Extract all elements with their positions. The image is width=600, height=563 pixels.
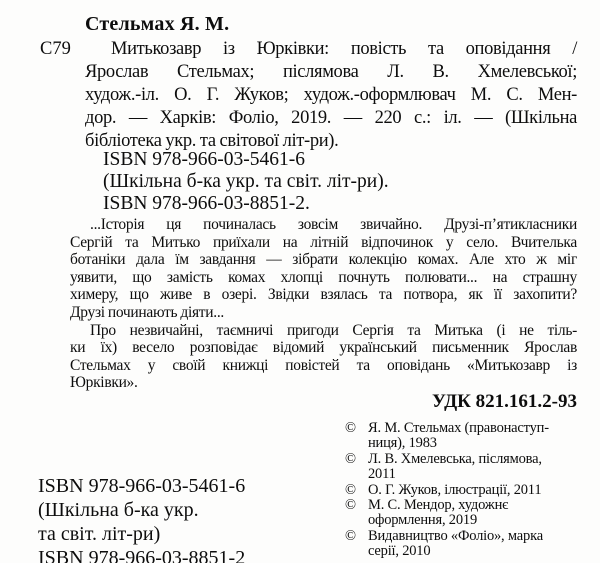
series-line: (Шкільна б-ка укр. — [38, 499, 199, 521]
annotation-line: уявити, що замість комах хлопці почнуть полювати... на страшну — [70, 268, 577, 286]
annotation-line: ботаніки дала їм завдання — зібрати колекцію комах. Але хто ж міг — [70, 251, 577, 269]
author-heading: Стельмах Я. М. — [85, 13, 230, 35]
annotation-line: Про незвичайні, таємничі пригоди Сергія та Митька (і не тіль- — [90, 321, 577, 339]
annotation-line: Сергій та Митько приїхали на літній відпочинок у село. Вчителька — [70, 233, 577, 251]
annotation-paragraph — [70, 216, 577, 322]
isbn-line: ISBN 978-966-03-5461-6 — [38, 475, 246, 497]
copyright-line — [345, 498, 580, 513]
copyright-icon: © — [345, 481, 356, 498]
copyright-item — [345, 421, 580, 452]
copyright-icon: © — [345, 527, 356, 544]
copyright-line: ниця), 1983 — [368, 435, 437, 452]
annotation-line: ...Історія ця починалась зовсім звичайно. Друзі-п’ятикласники — [90, 216, 577, 233]
copyright-text: Я. М. Стельмах (правонаступ- — [368, 420, 549, 436]
author-sign-label: С79 — [40, 39, 71, 59]
bibliographic-record — [40, 38, 577, 153]
isbn-line: ISBN 978-966-03-8851-2. — [103, 193, 310, 214]
copyright-line: 2011 — [368, 466, 396, 483]
copyright-list — [345, 421, 580, 560]
series-line: та світ. літ-ри) — [38, 523, 161, 545]
copyright-item — [345, 452, 580, 483]
copyright-text: О. Г. Жуков, ілюстрації, 2011 — [368, 481, 542, 498]
annotation-line: Юрківки». — [70, 374, 138, 392]
copyright-line — [345, 452, 580, 467]
isbn-line: ISBN 978-966-03-8851-2 — [38, 547, 246, 563]
copyright-item — [345, 498, 580, 529]
copyright-line — [345, 421, 580, 436]
annotation-line: Друзі починають діяти... — [70, 303, 224, 321]
copyright-icon: © — [345, 450, 356, 467]
copyright-item — [345, 529, 580, 560]
copyright-text: Л. В. Хмелевська, післямова, — [368, 450, 542, 467]
annotation-line: ки їх) весело розповідає відомий український письменник Ярослав — [70, 339, 577, 357]
copyright-icon: © — [345, 497, 356, 514]
annotation-paragraph — [70, 322, 577, 392]
series-line: (Шкільна б-ка укр. та світ. літ-ри). — [103, 171, 389, 192]
isbn-line: ISBN 978-966-03-5461-6 — [103, 149, 306, 170]
citation-line: Ярослав Стельмах; післямова Л. В. Хмелевської; — [85, 62, 577, 82]
copyright-text: Видавництво «Фоліо», марка — [368, 527, 543, 544]
copyright-line: оформлення, 2019 — [368, 512, 478, 529]
isbn-footer-block — [38, 474, 245, 563]
citation-line: дор. — Харків: Фоліо, 2019. — 220 с.: іл. — (Шкільна — [85, 108, 577, 128]
citation-line: бібліотека укр. та світової літ-ри). — [85, 131, 339, 151]
annotation — [70, 216, 577, 392]
copyright-line — [345, 483, 580, 498]
citation-line: Митькозавр із Юрківки: повість та оповідання / — [111, 39, 577, 59]
citation-line: худож.-іл. О. Г. Жуков; худож.-оформлювач М. С. Мен- — [85, 85, 577, 105]
copyright-item — [345, 483, 580, 498]
annotation-line: химеру, що живе в озері. Звідки взялась та потвора, як її захопити? — [70, 286, 577, 304]
copyright-icon: © — [345, 420, 356, 436]
copyright-text: М. С. Мендор, художнє — [368, 497, 509, 514]
isbn-block — [103, 149, 389, 215]
copyright-line — [345, 529, 580, 544]
udc-code: УДК 821.161.2-93 — [432, 391, 577, 412]
copyright-line: серії, 2010 — [368, 543, 431, 560]
annotation-line: Стельмах у своїй книжці повістей та оповідань «Митькозавр із — [70, 356, 577, 374]
